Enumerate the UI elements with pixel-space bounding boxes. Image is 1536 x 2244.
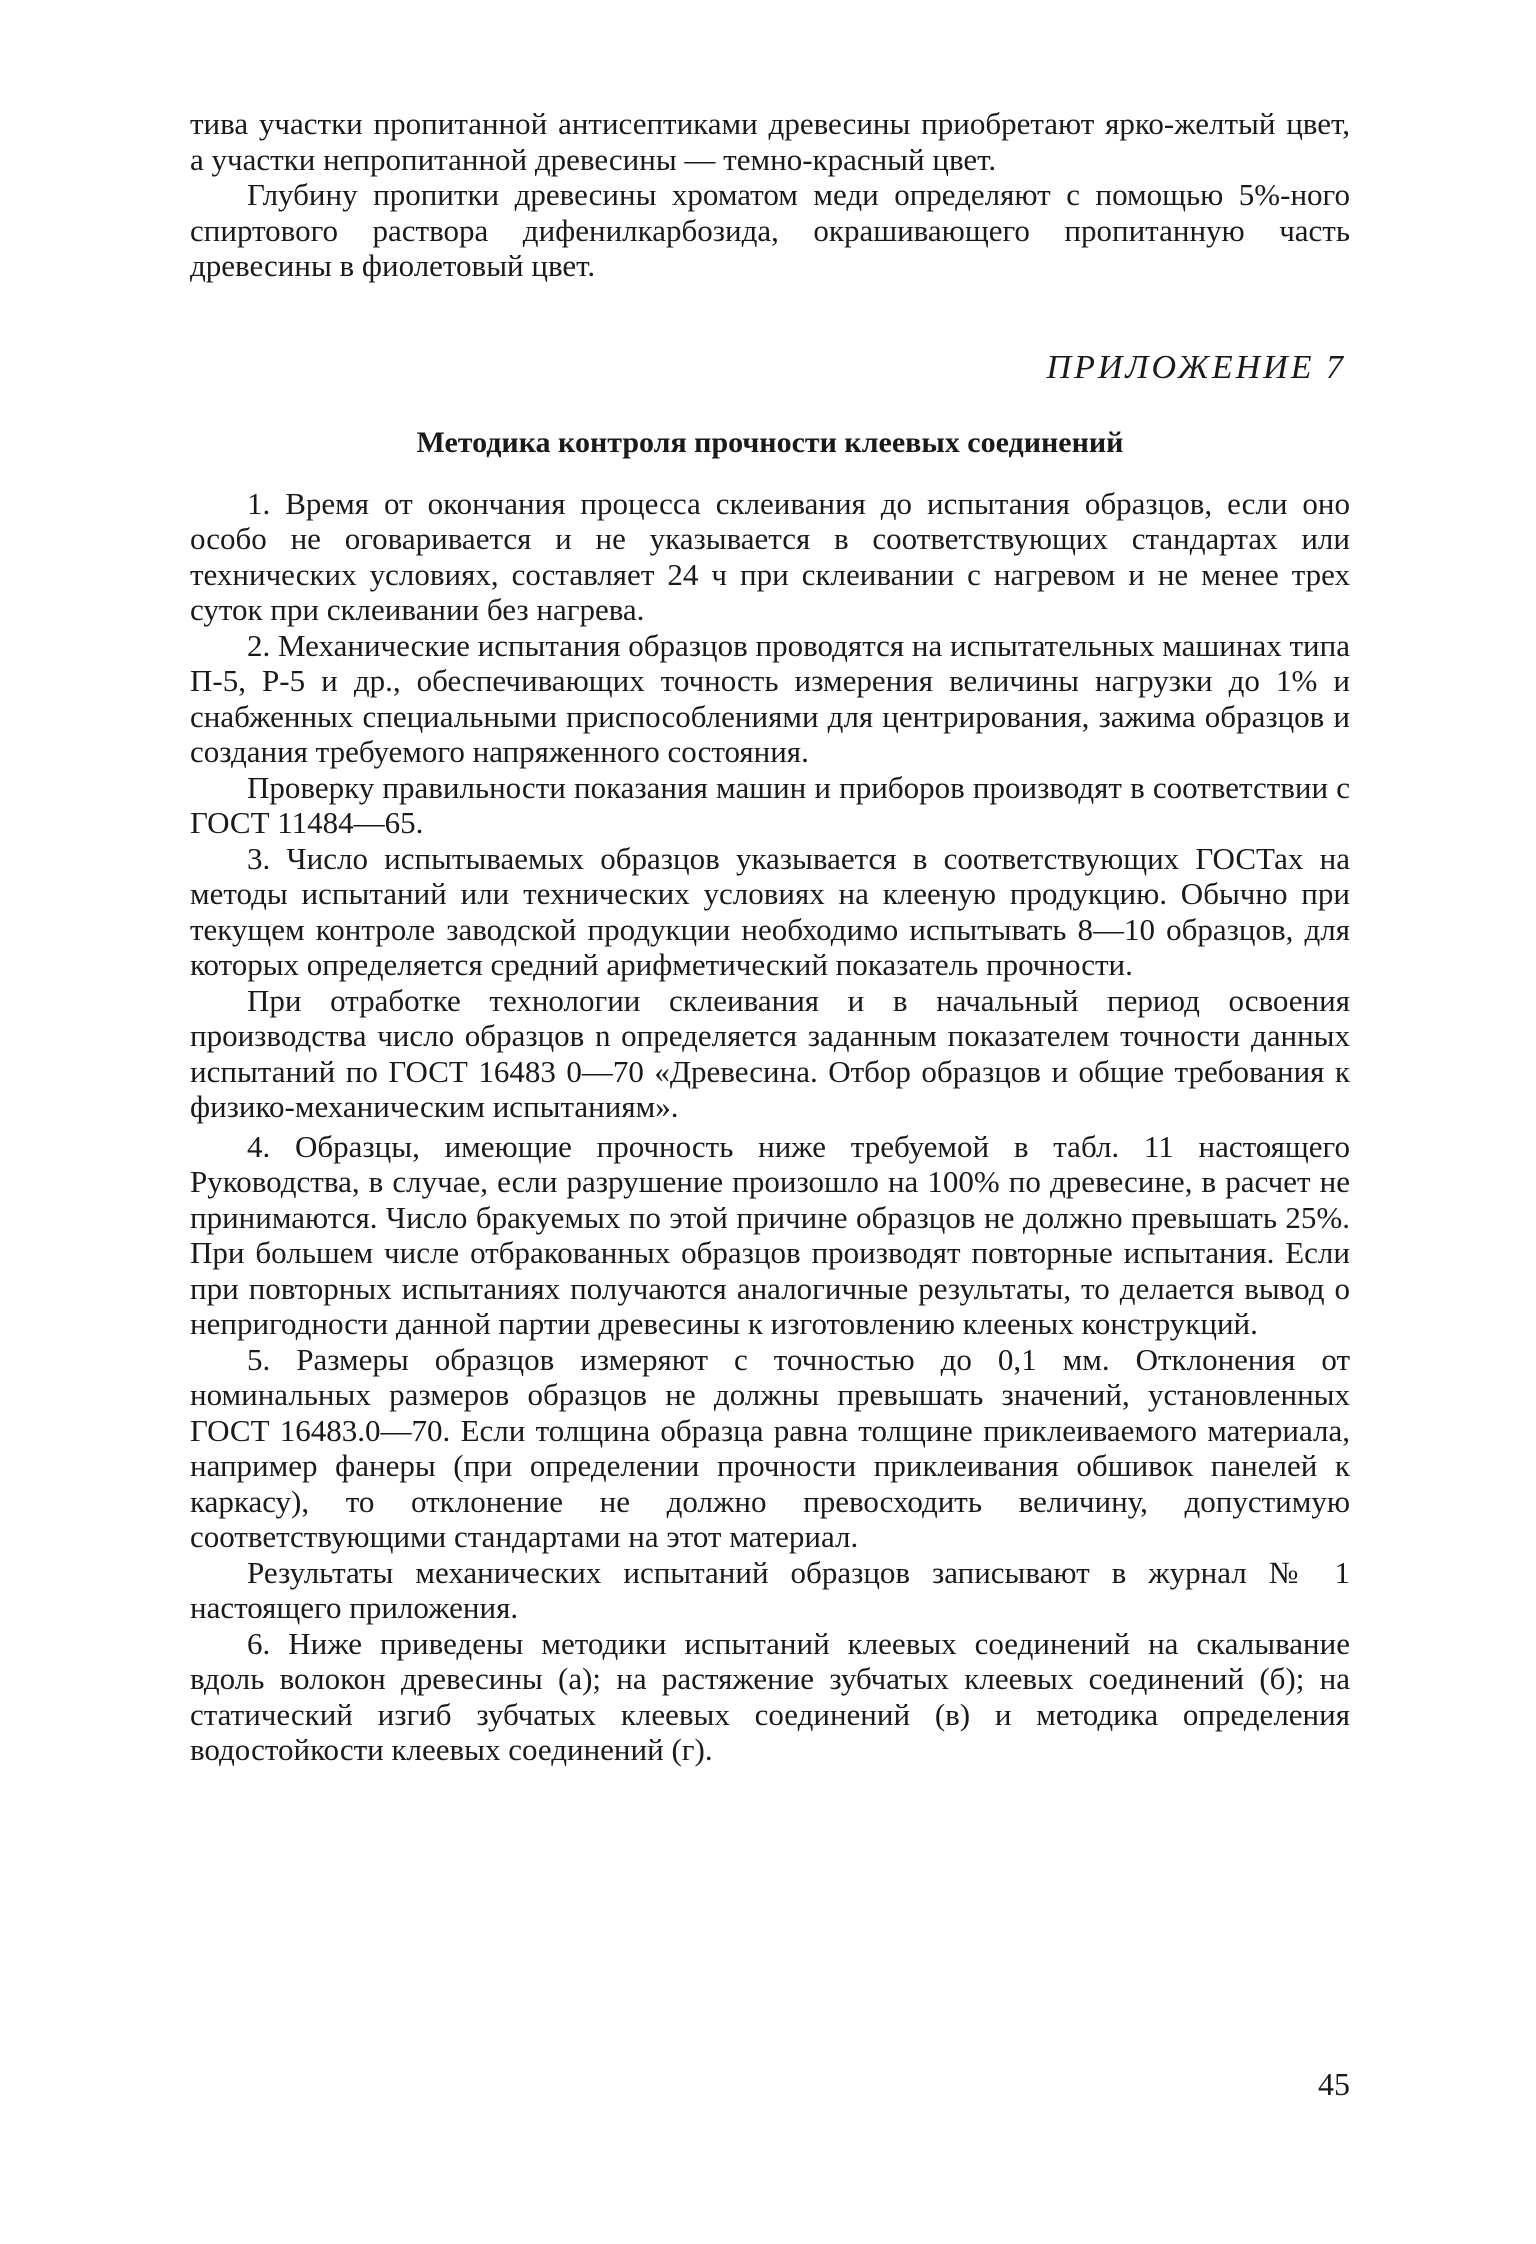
- intro-paragraph-2: Глубину пропитки древесины хроматом меди определяют с помощью 5%-ного спиртового раствора дифенилкарбозида, окрашивающего пропитанную часть древесины в фиолетовый цвет.: [190, 177, 1350, 283]
- paragraph-technology: При отработке технологии склеивания и в начальный период освоения производства число образцов n определяется заданным показателем точности данных испытаний по ГОСТ 16483 0—70 «Древесина. Отбор образцов и общие требования к физико-механическим испытаниям».: [190, 982, 1350, 1124]
- section-heading: Методика контроля прочности клеевых соединений: [416, 425, 1124, 459]
- paragraph-item-1: 1. Время от окончания процесса склеивания до испытания образцов, если оно особо не оговаривается и не указывается в соответствующих стандартах или технических условиях, составляет 24 ч при склеивании с нагревом и не менее трех суток при склеивании без нагрева.: [190, 485, 1350, 627]
- paragraph-item-5: 5. Размеры образцов измеряют с точностью до 0,1 мм. Отклонения от номинальных размеров образцов не должны превышать значений, установленных ГОСТ 16483.0—70. Если толщина образца равна толщине приклеиваемого материала, например фанеры (при определении прочности приклеивания обшивок панелей к каркасу), то отклонение не должно превосходить величину, допустимую соответствующими стандартами на этот материал.: [190, 1341, 1350, 1554]
- paragraph-item-2: 2. Механические испытания образцов проводятся на испытательных машинах типа П-5, Р-5 и др., обеспечивающих точность измерения величины нагрузки до 1% и снабженных специальными приспособлениями для центрирования, зажима образцов и создания требуемого напряженного состояния.: [190, 627, 1350, 769]
- paragraph-results: Результаты механических испытаний образцов записывают в журнал № 1 настоящего приложения.: [190, 1554, 1350, 1625]
- page-body: [190, 106, 1350, 1768]
- intro-paragraph-1: тива участки пропитанной антисептиками древесины приобретают ярко-желтый цвет, а участки непропитанной древесины — темно-красный цвет.: [190, 106, 1350, 177]
- paragraph-item-4: 4. Образцы, имеющие прочность ниже требуемой в табл. 11 настоящего Руководства, в случае, если разрушение произошло на 100% по древесине, в расчет не принимаются. Число бракуемых по этой причине образцов не должно превышать 25%. При большем числе отбракованных образцов производят повторные испытания. Если при повторных испытаниях получаются аналогичные результаты, то делается вывод о непригодности данной партии древесины к изготовлению клееных конструкций.: [190, 1128, 1350, 1341]
- page-number: 45: [1318, 2066, 1350, 2102]
- appendix-label: ПРИЛОЖЕНИЕ 7: [1046, 348, 1346, 386]
- paragraph-item-6: 6. Ниже приведены методики испытаний клеевых соединений на скалывание вдоль волокон древесины (а); на растяжение зубчатых клеевых соединений (б); на статический изгиб зубчатых клеевых соединений (в) и методика определения водостойкости клеевых соединений (г).: [190, 1625, 1350, 1767]
- paragraph-item-3: 3. Число испытываемых образцов указывается в соответствующих ГОСТах на методы испытаний или технических условиях на клееную продукцию. Обычно при текущем контроле заводской продукции необходимо испытывать 8—10 образцов, для которых определяется средний арифметический показатель прочности.: [190, 840, 1350, 982]
- paragraph-machine-check: Проверку правильности показания машин и приборов производят в соответствии с ГОСТ 11484—65.: [190, 769, 1350, 840]
